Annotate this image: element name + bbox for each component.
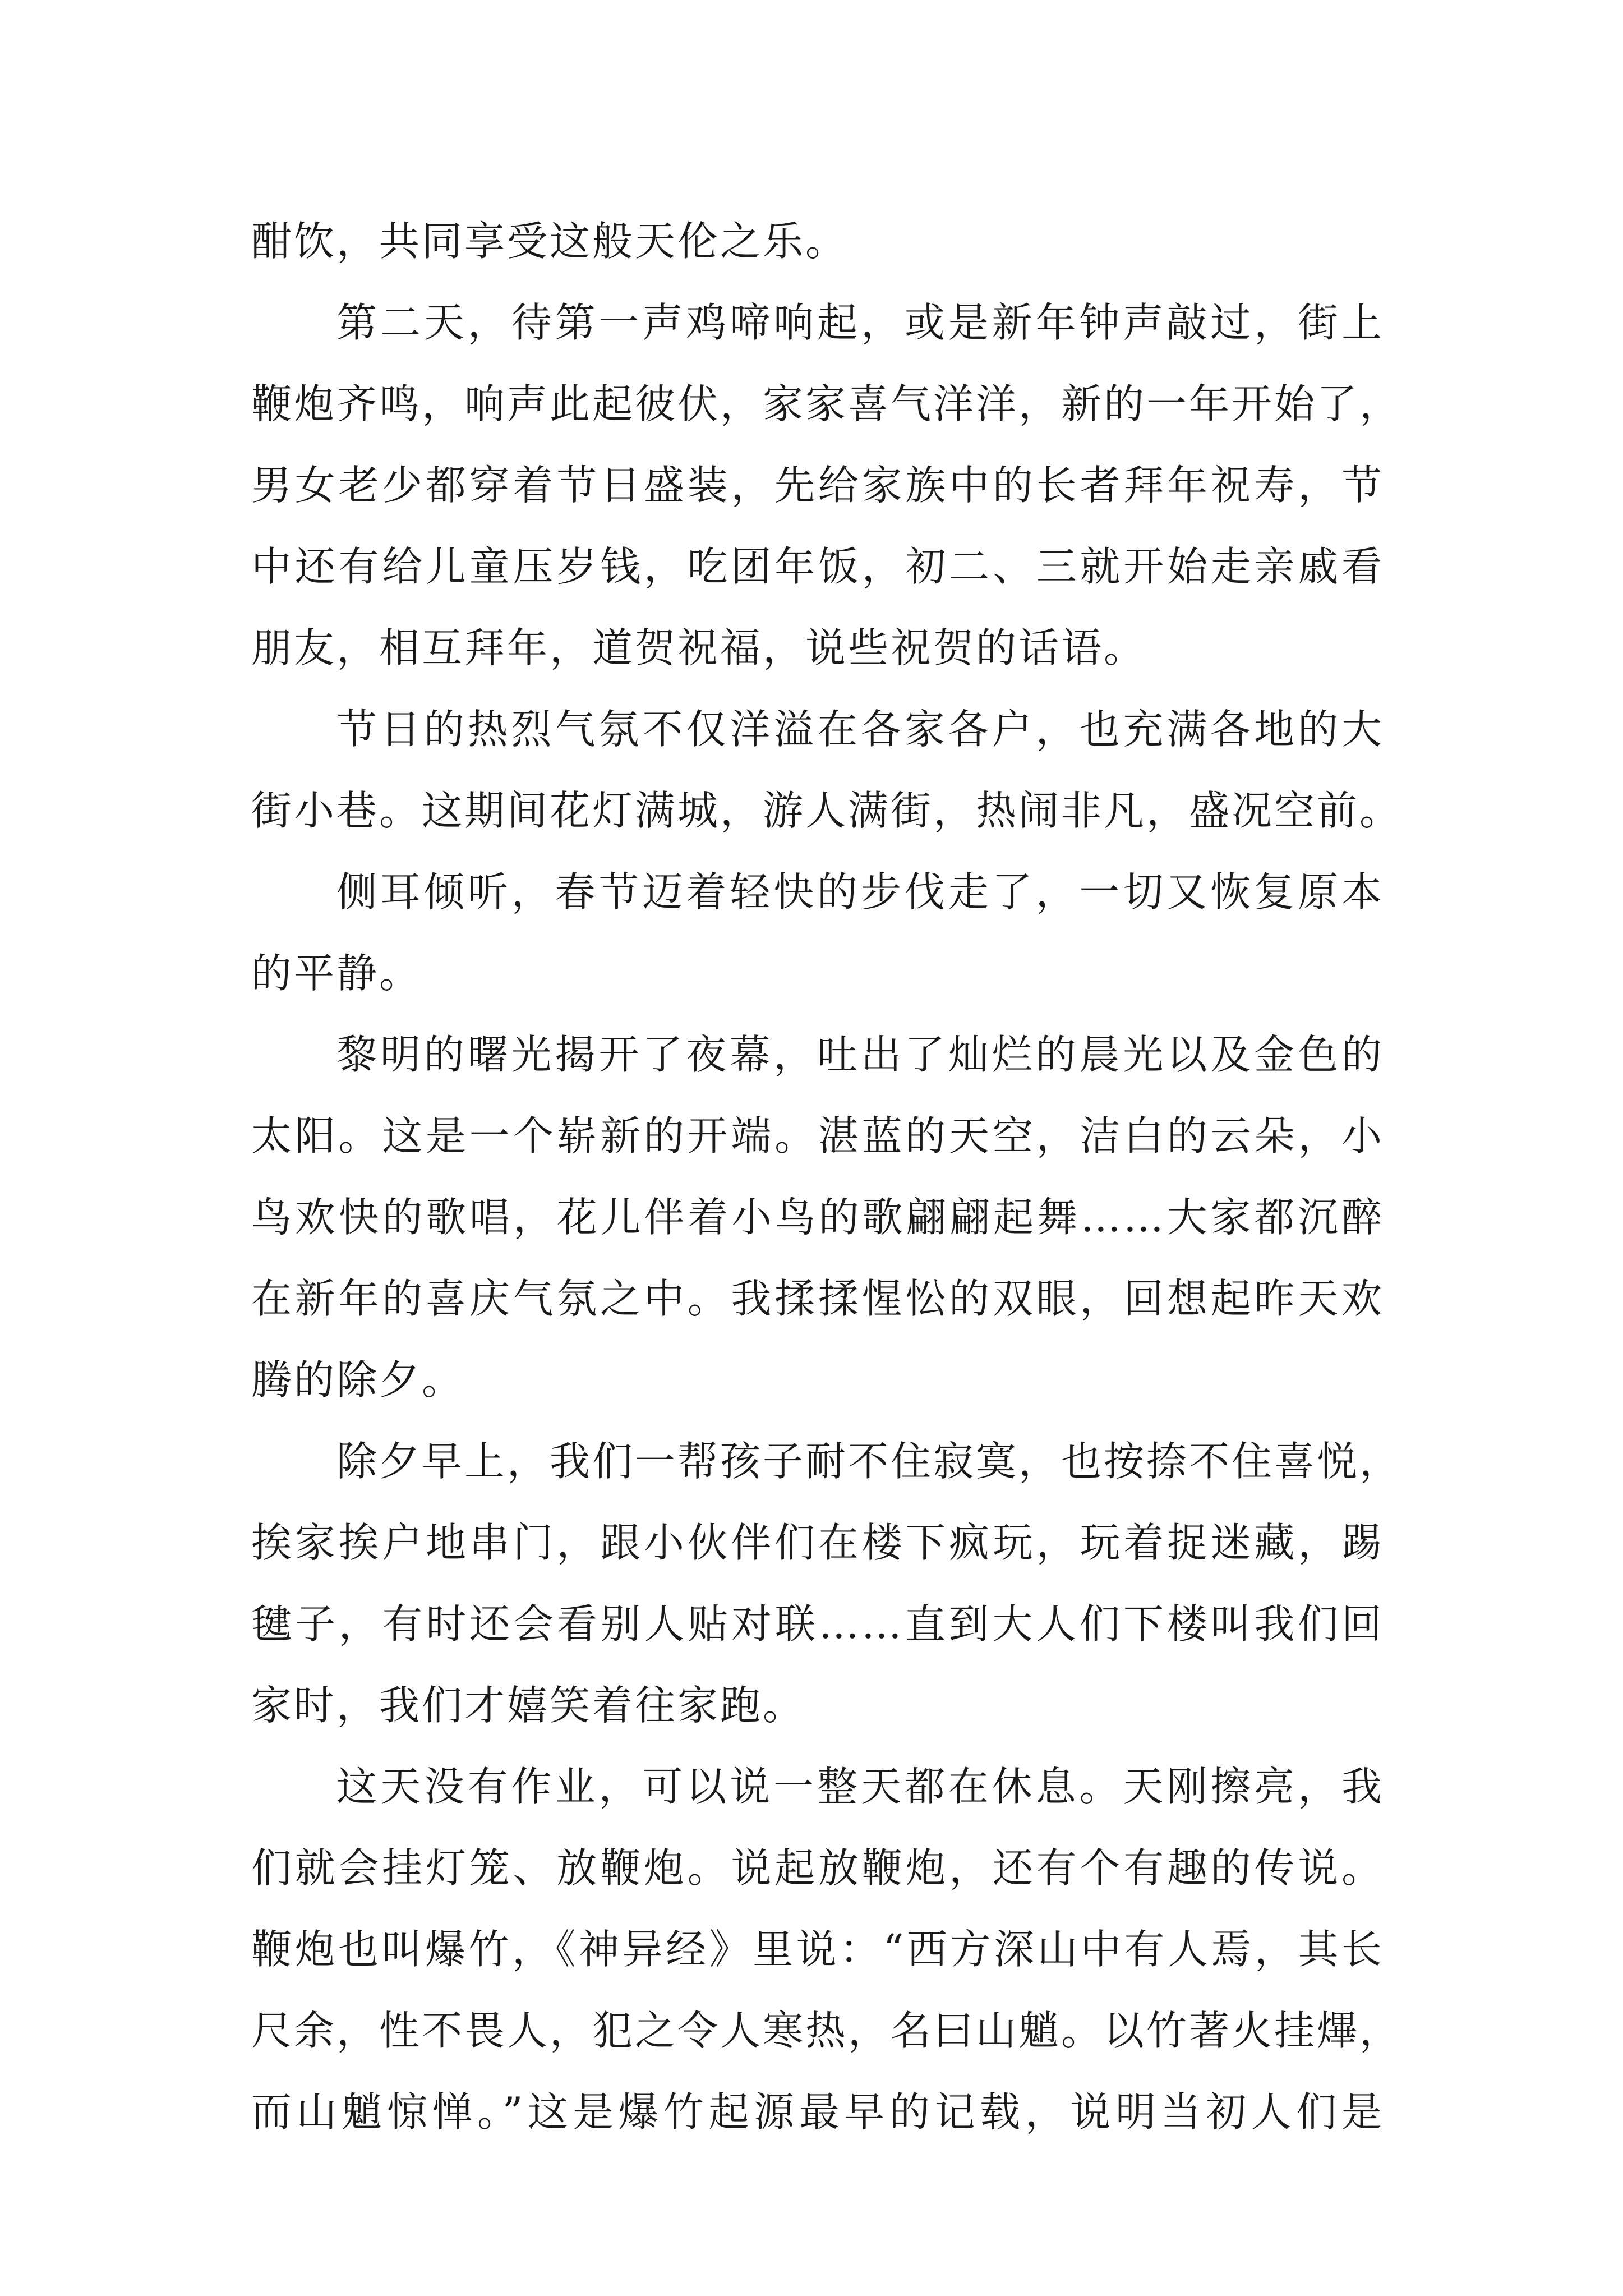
text-line: 鞭炮齐鸣，响声此起彼伏，家家喜气洋洋，新的一年开始了， bbox=[251, 380, 1403, 427]
text-line: 酣饮，共同享受这般天伦之乐。 bbox=[251, 218, 849, 265]
text-line: 的平静。 bbox=[251, 950, 422, 997]
text-line: 街小巷。这期间花灯满城，游人满街，热闹非凡，盛况空前。 bbox=[251, 787, 1403, 834]
paragraph-2 bbox=[251, 282, 1403, 689]
paragraph-4 bbox=[251, 852, 1384, 1014]
text-line: 家时，我们才嬉笑着往家跑。 bbox=[251, 1682, 806, 1729]
text-line: 毽子，有时还会看别人贴对联……直到大人们下楼叫我们回 bbox=[251, 1600, 1384, 1648]
text-line: 除夕早上，我们一帮孩子耐不住寂寞，也按捺不住喜悦， bbox=[336, 1438, 1403, 1485]
text-line: 尺余，性不畏人，犯之令人寒热，名曰山魈。以竹著火挂熚， bbox=[251, 2007, 1403, 2054]
text-line: 而山魈惊惮。”这是爆竹起源最早的记载，说明当初人们是 bbox=[251, 2088, 1384, 2136]
text-line: 腾的除夕。 bbox=[251, 1356, 465, 1404]
body-text bbox=[251, 201, 1403, 2153]
text-line: 黎明的曙光揭开了夜幕，吐出了灿烂的晨光以及金色的 bbox=[336, 1031, 1384, 1078]
text-line: 节日的热烈气氛不仅洋溢在各家各户，也充满各地的大 bbox=[336, 706, 1384, 753]
text-line: 朋友，相互拜年，道贺祝福，说些祝贺的话语。 bbox=[251, 624, 1147, 671]
paragraph-7 bbox=[251, 1746, 1403, 2153]
paragraph-3 bbox=[251, 689, 1403, 852]
text-line: 太阳。这是一个崭新的开端。湛蓝的天空，洁白的云朵，小 bbox=[251, 1112, 1384, 1159]
text-line: 中还有给儿童压岁钱，吃团年饭，初二、三就开始走亲戚看 bbox=[251, 543, 1384, 590]
text-line: 挨家挨户地串门，跟小伙伴们在楼下疯玩，玩着捉迷藏，踢 bbox=[251, 1519, 1384, 1566]
text-line: 第二天，待第一声鸡啼响起，或是新年钟声敲过，街上 bbox=[336, 299, 1384, 346]
text-line: 们就会挂灯笼、放鞭炮。说起放鞭炮，还有个有趣的传说。 bbox=[251, 1844, 1384, 1892]
text-line: 在新年的喜庆气氛之中。我揉揉惺忪的双眼，回想起昨天欢 bbox=[251, 1275, 1384, 1322]
paragraph-6 bbox=[251, 1421, 1403, 1746]
paragraph-5 bbox=[251, 1014, 1384, 1421]
text-line: 侧耳倾听，春节迈着轻快的步伐走了，一切又恢复原本 bbox=[336, 868, 1384, 915]
text-line: 这天没有作业，可以说一整天都在休息。天刚擦亮，我 bbox=[336, 1763, 1384, 1810]
paragraph-1 bbox=[251, 201, 1384, 282]
text-line: 男女老少都穿着节日盛装，先给家族中的长者拜年祝寿，节 bbox=[251, 462, 1384, 509]
text-line: 鞭炮也叫爆竹，《神异经》里说：“西方深山中有人焉，其长 bbox=[251, 1926, 1384, 1973]
text-line: 鸟欢快的歌唱，花儿伴着小鸟的歌翩翩起舞……大家都沉醉 bbox=[251, 1194, 1384, 1241]
